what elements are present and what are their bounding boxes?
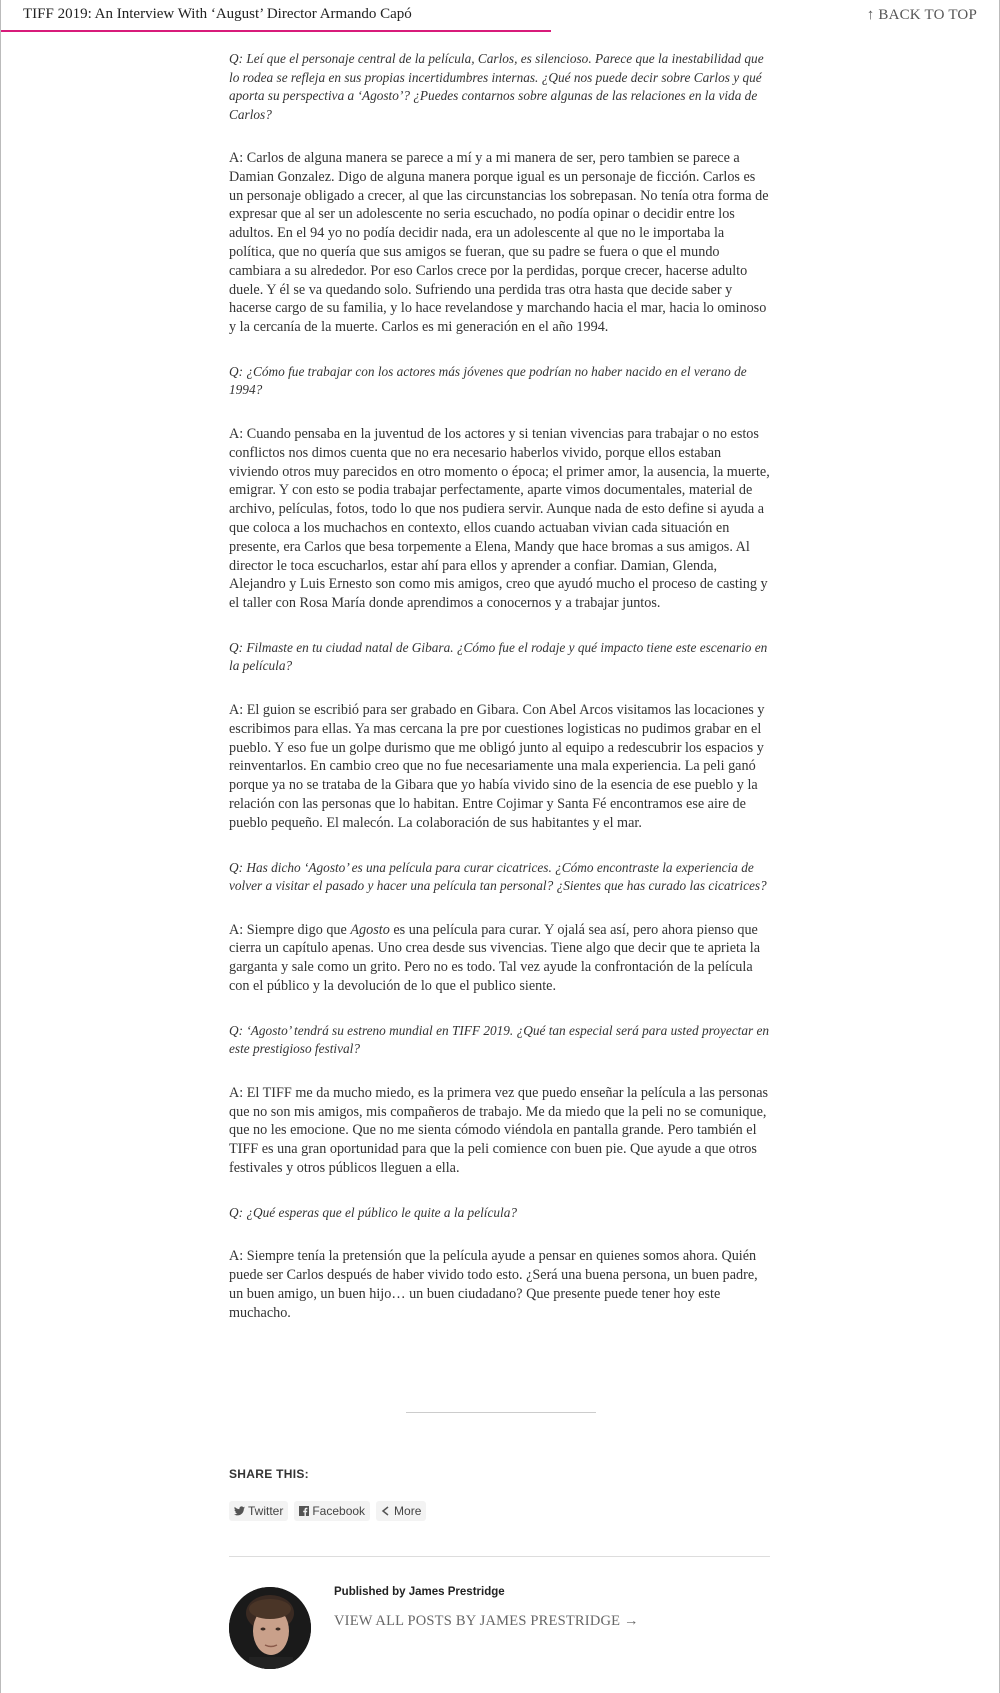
facebook-share-label: Facebook — [312, 1504, 366, 1518]
interview-content — [229, 50, 770, 1348]
share-title: SHARE THIS: — [229, 1467, 309, 1481]
answer-4 — [229, 921, 770, 996]
facebook-share-button[interactable] — [294, 1501, 370, 1521]
post-title: TIFF 2019: An Interview With ‘August’ Director Armando Capó — [23, 6, 412, 22]
back-to-top-link[interactable]: ↑ BACK TO TOP — [866, 7, 977, 23]
more-share-label: More — [394, 1504, 422, 1518]
film-title-emphasis: Agosto — [350, 921, 390, 938]
answer-4-lead: A: Siempre digo que — [229, 921, 351, 938]
question-4: Q: Has dicho ‘Agosto’ es una película para curar cicatrices. ¿Cómo encontraste la experiencia de volver a visitar el pasado y hacer una película tan personal? ¿Sientes que has curado las cicatrices? — [229, 859, 767, 894]
answer-5: A: El TIFF me da mucho miedo, es la primera vez que puedo enseñar la película a las personas que no son mis amigos, mis compañeros de trabajo. Me da miedo que la peli no se comunique, que no les emocione. Que no me sienta cómodo viéndola en pantalla grande. Pero también el TIFF es una gran oportunidad para que la peli comience con buen pie. Que ayude a que otros festivales y otros públicos lleguen a ella. — [229, 1084, 769, 1176]
share-buttons — [229, 1501, 426, 1521]
author-divider — [229, 1556, 770, 1557]
question-3: Q: Filmaste en tu ciudad natal de Gibara. ¿Cómo fue el rodaje y qué impacto tiene este escenario en la película? — [229, 639, 768, 674]
question-5: Q: ‘Agosto’ tendrá su estreno mundial en TIFF 2019. ¿Qué tan especial será para usted proyectar en este prestigioso festival? — [229, 1022, 770, 1057]
question-2: Q: ¿Cómo fue trabajar con los actores más jóvenes que podrían no haber nacido en el verano de 1994? — [229, 363, 747, 398]
answer-4-rest: es una película para curar. Y ojalá sea así, pero ahora pienso que cierra un capítulo apenas. Uno crea desde sus vivencias. Tiene algo que decir que te aprieta la garganta y sale como un grito. Pero no es todo. Tal vez ayude la confrontación de la película con el público y la devolución de lo que el publico siente. — [229, 921, 761, 994]
author-avatar — [229, 1587, 311, 1669]
answer-6: A: Siempre tenía la pretensión que la película ayude a pensar en quienes somos ahora. Quién puede ser Carlos después de haber vivido todo esto. ¿Será una buena persona, un buen padre, un buen amigo, un buen hijo… un buen ciudadano? Que presente puede tener hoy este muchacho. — [229, 1248, 758, 1321]
answer-2: A: Cuando pensaba en la juventud de los actores y si tenian vivencias para trabajar o no estos conflictos nos dimos cuenta que no era necesario haberlos vivido, porque ellos estaban viviendo otros muy parecidos en otro momento o época; el primer amor, la ausencia, la muerte, emigrar. Y con esto se podia trabajar perfectamente, aparte vimos documentales, material de archivo, películas, fotos, todo lo que nos pudiera servir. Aunque nada de esto define si ayuda a que coloca a los muchachos en contexto, ellos cuando actuaban vivian cada situación en presente, era Carlos que besa torpemente a Elena, Mandy que hace bromas a sus amigos. Al director le toca escucharlos, estar ahí para ellos y aprender a confiar. Damian, Glenda, Alejandro y Luis Ernesto son como mis amigos, creo que ayudó mucho el proceso de casting y el taller con Rosa María donde aprendimos a conocernos y a trabajar juntos. — [229, 425, 770, 612]
twitter-share-button[interactable] — [229, 1501, 288, 1521]
twitter-share-label: Twitter — [248, 1504, 284, 1518]
top-bar — [0, 0, 1000, 32]
twitter-icon — [234, 1506, 245, 1516]
answer-1: A: Carlos de alguna manera se parece a mí y a mi manera de ser, pero tambien se parece a Damian Gonzalez. Digo de alguna manera porque igual es un personaje de ficción. Carlos es un personaje obligado a crecer, al que las circunstancias los sobrepasan. No tenía otra forma de expresar que al ser un adolescente no seria escuchado, no podía opinar o decidir entre los adultos. En el 94 yo no podía decidir nada, era un adolescente al que no le importaba la política, que no quería que sus amigos se fueran, que su padre se fuera o que el mundo cambiara a su alrededor. Por eso Carlos crece por la perdidas, porque crecer, hacerse adulto duele. Y él se va quedando solo. Sufriendo una perdida tras otra hasta que decide saber y hacerse cargo de su familia, y lo hace revelandose y marchando hacia el mar, hacia lo ominoso y la cercanía de la muerte. Carlos es mi generación en el año 1994. — [229, 150, 769, 336]
more-share-button[interactable] — [376, 1501, 426, 1521]
answer-3: A: El guion se escribió para ser grabado en Gibara. Con Abel Arcos visitamos las locaciones y escribimos para ellas. Ya mas cercana la pre por cuestiones logisticas no pudimos grabar en el pueblo. Y eso fue un golpe durismo que me obligó junto al equipo a redescubrir los espacios y reinventarlos. En cambio creo que no fue necesariamente una mala experiencia. La peli ganó porque ya no se trataba de la Gibara que yo había vivido sino de la esencia de ese pueblo y la relación con las personas que lo habitan. Entre Cojimar y Santa Fé encontramos ese aire de pueblo pequeño. El malecón. La colaboración de sus habitantes y el mar. — [229, 701, 765, 831]
content-divider — [406, 1412, 596, 1413]
question-6: Q: ¿Qué esperas que el público le quite a la película? — [229, 1204, 518, 1220]
view-all-posts-link[interactable]: VIEW ALL POSTS BY JAMES PRESTRIDGE → — [334, 1613, 639, 1629]
author-published-by: Published by James Prestridge — [334, 1586, 505, 1598]
question-1: Q: Leí que el personaje central de la película, Carlos, es silencioso. Parece que la inestabilidad que lo rodea se refleja en sus propias incertidumbres internas. ¿Qué nos puede decir sobre Carlos y qué aporta su perspectiva a ‘Agosto’? ¿Puedes contarnos sobre algunas de las relaciones en la vida de Carlos? — [229, 51, 764, 122]
facebook-icon — [299, 1506, 309, 1516]
share-icon — [381, 1506, 391, 1516]
